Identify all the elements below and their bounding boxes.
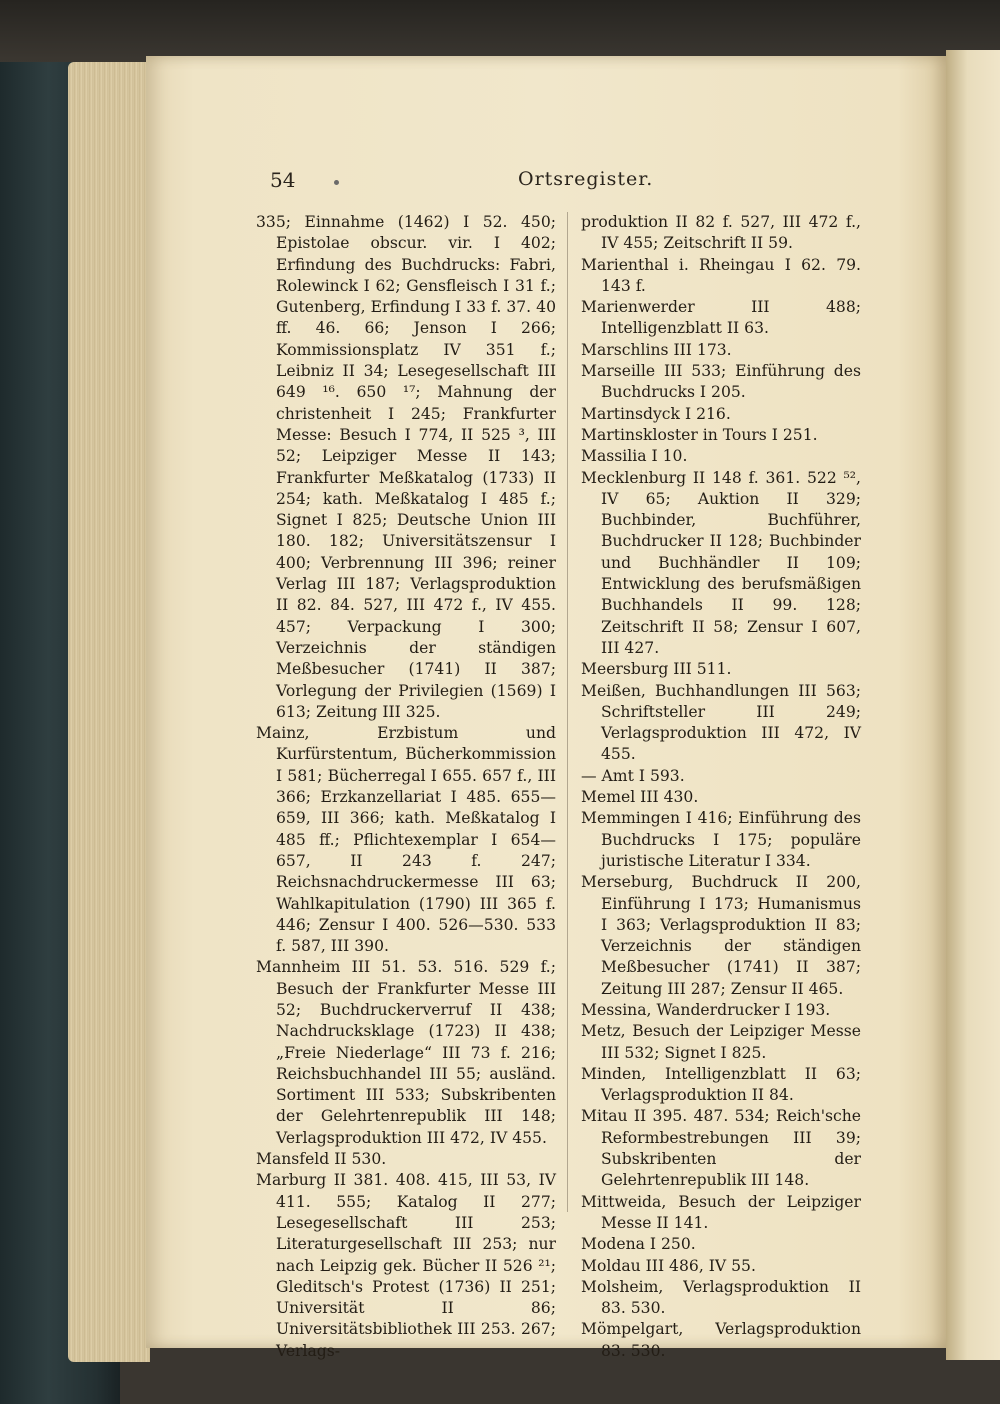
- index-entry: Mannheim III 51. 53. 516. 529 f.; Besuch der Frankfurter Messe III 52; Buchdruckerverruf II 438; Nachdrucksklage (1723) II 438; „Freie Niederlage“ III 73 f. 216; Reichsbuchhandel III 55; ausländ. Sortiment III 533; Subskribenten der Gelehrtenrepublik III 148; Verlagsproduktion III 472, IV 455.: [256, 958, 556, 1147]
- facing-page-edge: [946, 50, 1000, 1360]
- index-entry: Messina, Wanderdrucker I 193.: [581, 1000, 831, 1019]
- index-entry: Moldau III 486, IV 55.: [581, 1256, 756, 1275]
- index-entry: Mansfeld II 530.: [256, 1150, 387, 1169]
- index-entry: Mittweida, Besuch der Leipziger Messe II 141.: [581, 1192, 861, 1232]
- index-entry: Marienwerder III 488; Intelligenzblatt II 63.: [581, 298, 861, 338]
- index-entry: Meißen, Buchhandlungen III 563; Schriftsteller III 249; Verlagsproduktion III 472, IV 455.: [581, 681, 861, 764]
- index-entry: Martinsdyck I 216.: [581, 404, 731, 423]
- page-number: 54: [270, 168, 296, 192]
- page-edges: [68, 62, 150, 1362]
- running-head: [146, 168, 946, 198]
- index-entry: Mömpelgart, Verlagsproduktion 83. 530.: [581, 1320, 861, 1360]
- page-title: Ortsregister.: [518, 168, 654, 190]
- index-entry: 335; Einnahme (1462) I 52. 450; Epistolae obscur. vir. I 402; Erfindung des Buchdrucks: Fabri, Rolewinck I 62; Gensfleisch I 31 f.; Gutenberg, Erfindung I 33 f. 37. 40 ff. 46. 66; Jenson I 266; Kommissionsplatz IV 351 f.; Leibniz II 34; Lesegesellschaft III 649 ¹⁶. 650 ¹⁷; Mahnung der christenheit I 245; Frankfurter Messe: Besuch I 774, II 525 ³, III 52; Leipziger Messe II 143; Frankfurter Meßkatalog (1733) II 254; kath. Meßkatalog I 485 f.; Signet I 825; Deutsche Union III 180. 182; Universitätszensur I 400; Verbrennung III 396; reiner Verlag III 187; Verlagsproduktion II 82. 84. 527, III 472 f., IV 455. 457; Verpackung I 300; Verzeichnis der ständigen Meßbesucher (1741) II 387; Vorlegung der Privilegien (1569) I 613; Zeitung III 325.: [256, 213, 556, 721]
- index-entry: Marseille III 533; Einführung des Buchdrucks I 205.: [581, 362, 861, 402]
- index-entry: Memel III 430.: [581, 788, 699, 807]
- index-entry: Minden, Intelligenzblatt II 63; Verlagsproduktion II 84.: [581, 1064, 861, 1105]
- index-entry: Massilia I 10.: [581, 447, 688, 466]
- index-entry: Marienthal i. Rheingau I 62. 79. 143 f.: [581, 255, 861, 295]
- index-column-right: [581, 212, 861, 1362]
- index-entry: Merseburg, Buchdruck II 200, Einführung I 173; Humanismus I 363; Verlagsproduktion II 83; Verzeichnis der ständigen Meßbesucher (1741) II 387; Zeitung III 287; Zensur II 465.: [581, 873, 861, 998]
- index-entry: Marburg II 381. 408. 415, III 53, IV 411. 555; Katalog II 277; Lesegesellschaft III 253; Literaturgesellschaft III 253; nur nach Leipzig gek. Bücher II 526 ²¹; Gleditsch's Protest (1736) II 251; Universität II 86; Universitätsbibliothek III 253. 267; Verlags-: [256, 1171, 556, 1360]
- book-cover-top: [0, 0, 1000, 62]
- column-divider: [567, 212, 568, 1212]
- index-column-left: [256, 212, 556, 1362]
- index-entry: Martinskloster in Tours I 251.: [581, 425, 818, 444]
- index-entry: Mitau II 395. 487. 534; Reich'sche Reformbestrebungen III 39; Subskribenten der Gelehrtenrepublik III 148.: [581, 1107, 861, 1190]
- index-entry: — Amt I 593.: [581, 766, 685, 785]
- index-entry: Mainz, Erzbistum und Kurfürstentum, Bücherkommission I 581; Bücherregal I 655. 657 f., III 366; Erzkanzellariat I 485. 655—659, III 366; kath. Meßkatalog I 485 ff.; Pflichtexemplar I 654—657, II 243 f. 247; Reichsnachdruckermesse III 63; Wahlkapitulation (1790) III 365 f. 446; Zensur I 400. 526—530. 533 f. 587, III 390.: [256, 724, 556, 956]
- index-entry: Mecklenburg II 148 f. 361. 522 ⁵², IV 65; Auktion II 329; Buchbinder, Buchführer, Buchdrucker II 128; Buchbinder und Buchhändler II 109; Entwicklung des berufsmäßigen Buchhandels II 99. 128; Zeitschrift II 58; Zensur I 607, III 427.: [581, 468, 861, 657]
- index-entry: Meersburg III 511.: [581, 660, 732, 679]
- index-entry: Memmingen I 416; Einführung des Buchdrucks I 175; populäre juristische Literatur I 334.: [581, 809, 861, 870]
- index-entry: produktion II 82 f. 527, III 472 f., IV 455; Zeitschrift II 59.: [581, 213, 861, 253]
- index-entry: Marschlins III 173.: [581, 340, 732, 359]
- index-entry: Molsheim, Verlagsproduktion II 83. 530.: [581, 1277, 861, 1318]
- index-entry: Metz, Besuch der Leipziger Messe III 532; Signet I 825.: [581, 1022, 861, 1062]
- index-entry: Modena I 250.: [581, 1235, 696, 1254]
